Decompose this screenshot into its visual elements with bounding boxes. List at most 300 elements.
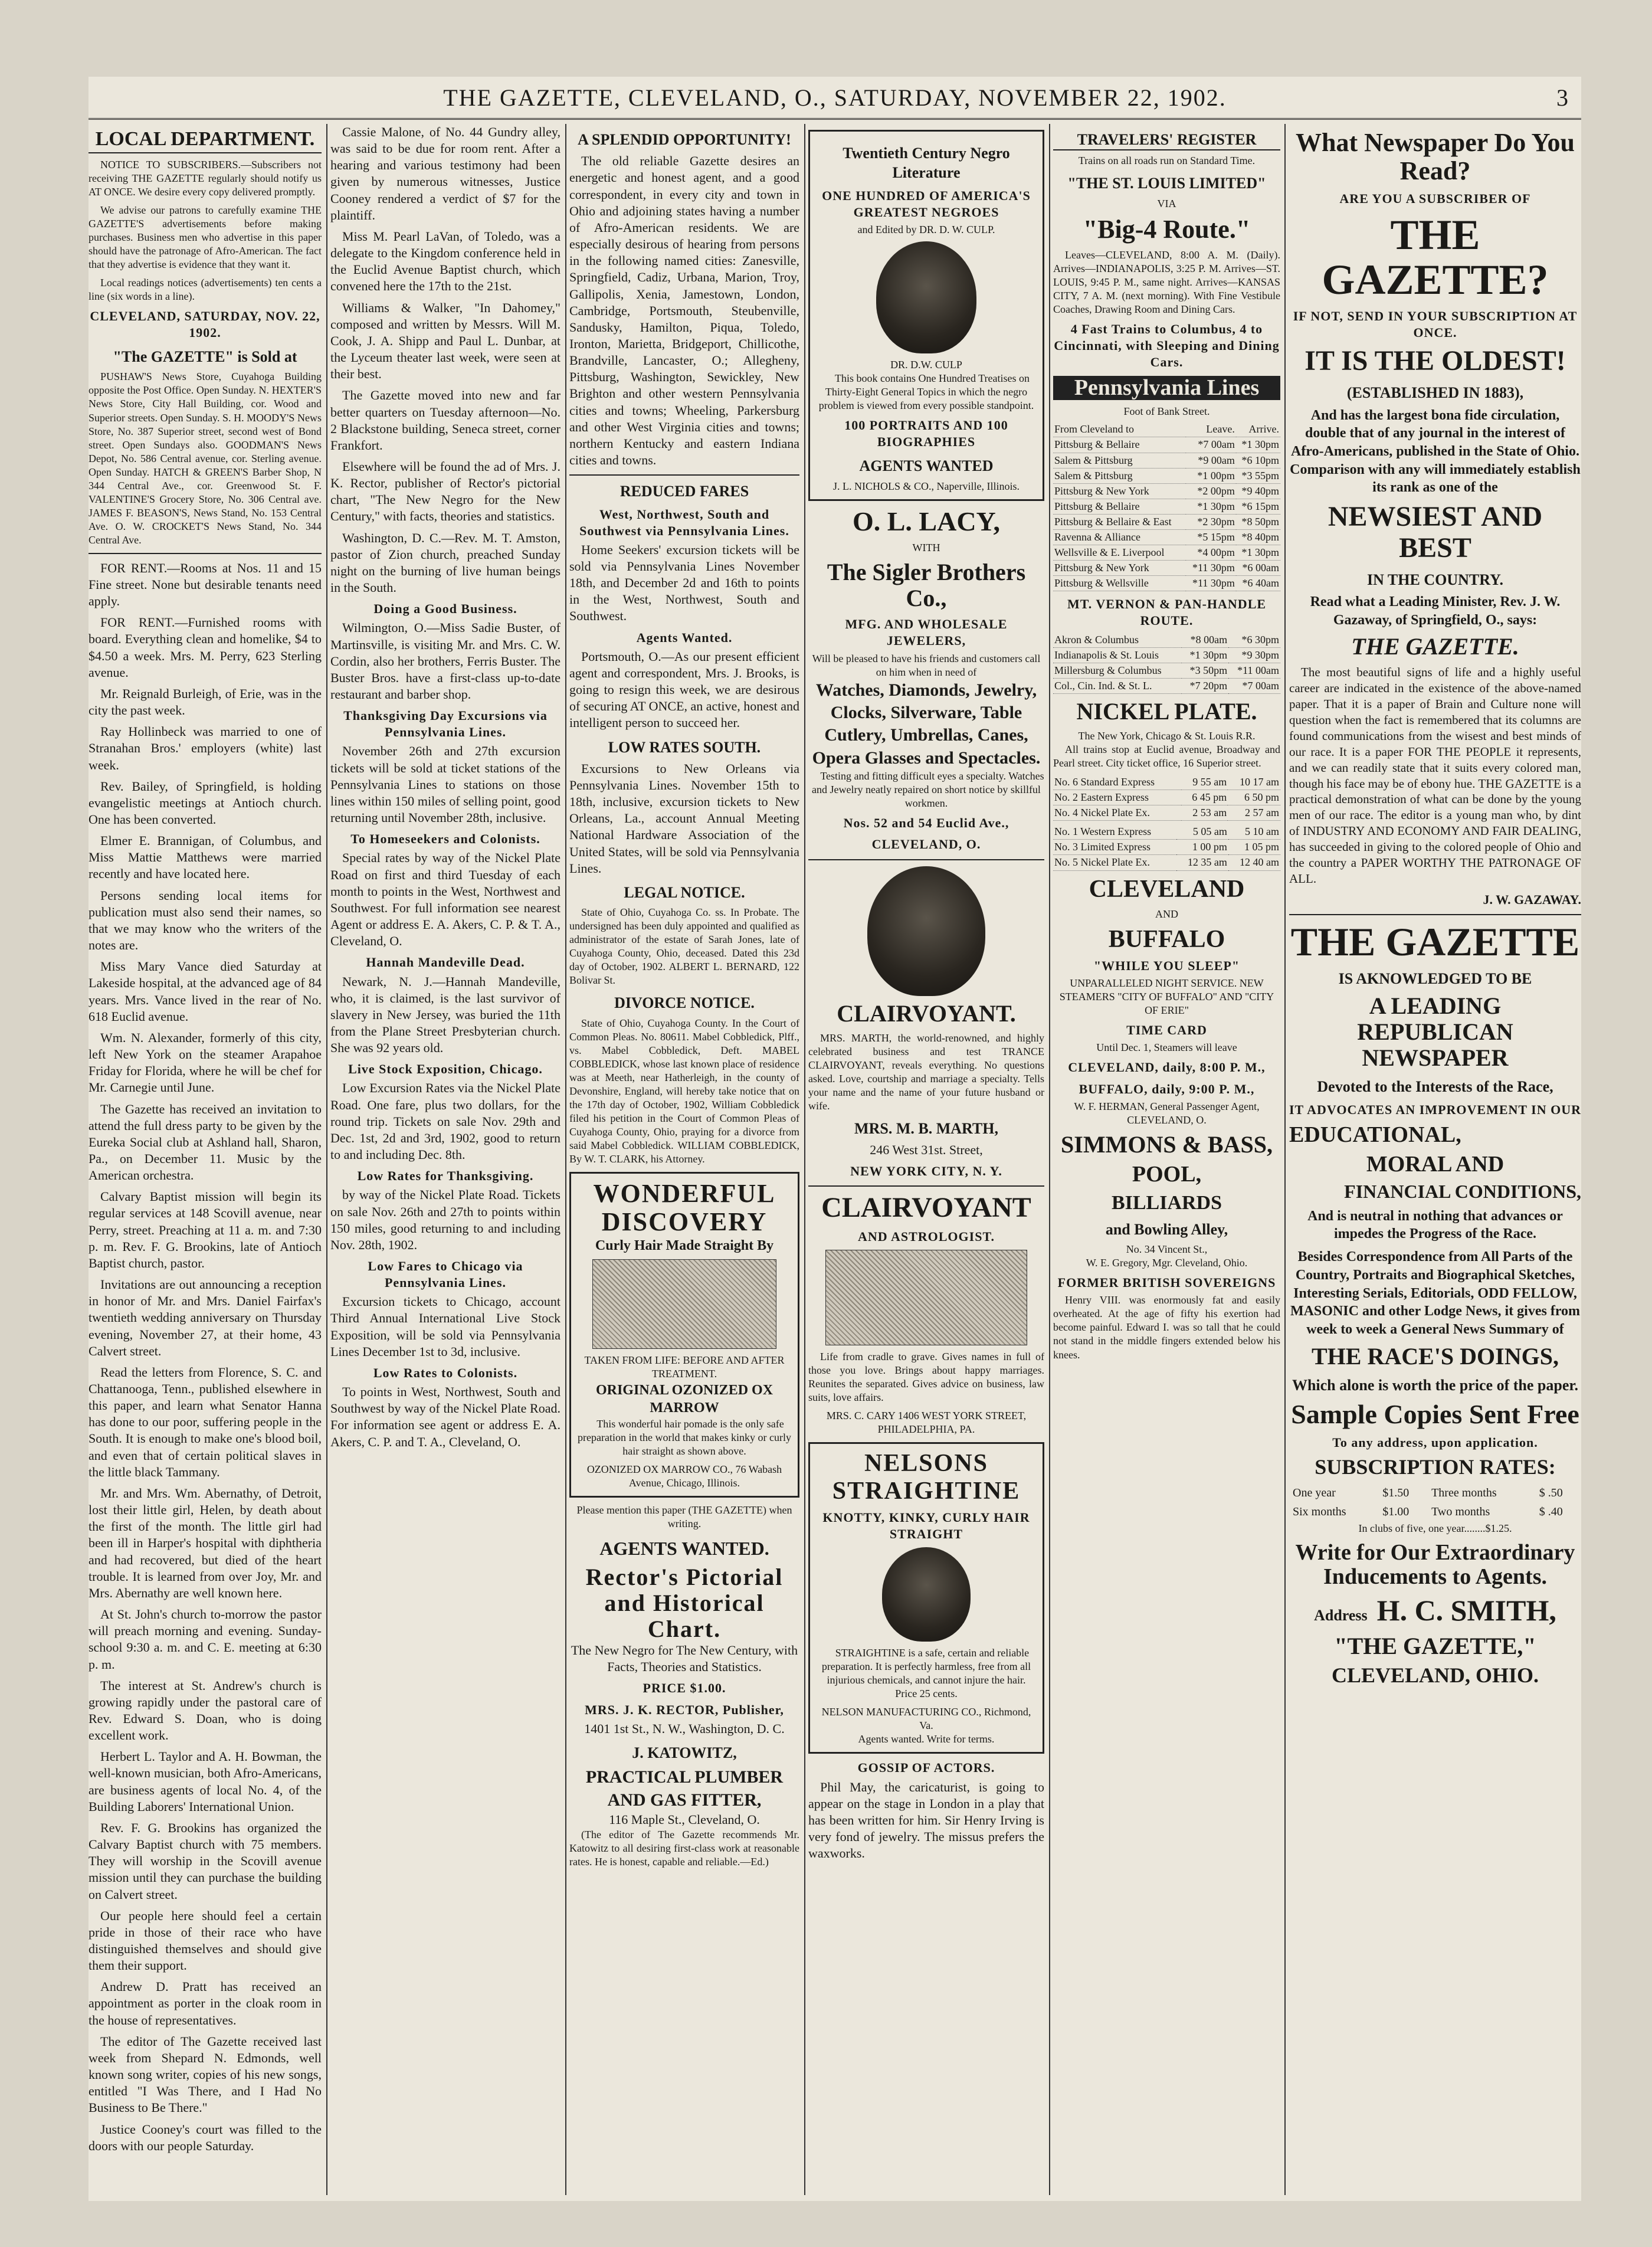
column-notices [569, 124, 799, 2195]
arrive-cell: *6 10pm [1236, 453, 1280, 468]
timetable-row [1053, 790, 1280, 805]
ad-address: OZONIZED OX MARROW CO., 76 Wabash Avenue, Chicago, Illinois. [586, 1463, 782, 1489]
divider [1289, 914, 1581, 915]
arrive-cell: *9 30pm [1228, 648, 1280, 663]
route-cell: No. 3 Limited Express [1053, 840, 1176, 855]
ad-bio-line: 100 PORTRAITS AND 100 BIOGRAPHIES [844, 418, 1008, 450]
cb-and: AND [1155, 908, 1178, 920]
simmons-bass-manager: W. E. Gregory, Mgr. Cleveland, Ohio. [1086, 1257, 1248, 1269]
rates-clubs: In clubs of five, one year........$1.25. [1358, 1522, 1512, 1535]
local-item: The editor of The Gazette received last week from Shepard N. Edmonds, well known song writer, copies of his new songs, entitled "I Was There, and I Had No Business to Be There." [88, 2033, 322, 2115]
arrive-cell: *7 00am [1228, 679, 1280, 694]
local-item: Mr. and Mrs. Wm. Abernathy, of Detroit, lost their little girl, Helen, by death about the first of the month. The little girl had been ill in Harper's hospital with diphtheria and had recovered, but died of the heart trouble. It is learned from over Joy, Mr. and Mrs. Abernathy are well known here. [88, 1485, 322, 1600]
arrive-cell: *1 30pm [1236, 545, 1280, 560]
straightine-agents: Agents wanted. Write for terms. [858, 1733, 995, 1745]
depart-cell: 5 10 am [1228, 824, 1280, 840]
lacy-company: The Sigler Brothers Co., [827, 559, 1026, 612]
straightine-ad [808, 1442, 1044, 1754]
route-cell: Wellsville & E. Liverpool [1053, 545, 1186, 560]
local-item: Herbert L. Taylor and A. H. Bowman, the well-known musician, both Afro-Americans, are business agents of local No. 4, of the Building Laborers' International Union. [88, 1749, 322, 1814]
column-rule [1284, 124, 1286, 2195]
route-cell: Pittsburg & New York [1053, 483, 1186, 499]
local-item: Elmer E. Brannigan, of Columbus, and Miss Mattie Matthews were married recently and have located here. [88, 833, 322, 882]
reduced-fares-heading: REDUCED FARES [620, 483, 749, 500]
arrive-cell: *6 40am [1236, 575, 1280, 591]
news-item: Low Excursion Rates via the Nickel Plate Road. One fare, plus two dollars, for the round trip. Tickets on sale Nov. 29th and Dec. 1st, 2d and 3rd, 1902, good to return to and including Dec. 8th. [330, 1080, 560, 1162]
promo-worth: Which alone is worth the price of the paper. [1292, 1376, 1579, 1394]
column-rule [804, 124, 805, 2195]
astrologist-title: CLAIRVOYANT [821, 1192, 1031, 1224]
depart-cell: 2 57 am [1228, 805, 1280, 821]
astrologist-subtitle: AND ASTROLOGIST. [858, 1229, 995, 1244]
arrive-cell: 6 45 pm [1181, 790, 1228, 805]
leave-cell: *2 30pm [1186, 514, 1235, 529]
department-heading: LOCAL DEPARTMENT. [88, 126, 322, 153]
simmons-bass-bowling: and Bowling Alley, [1105, 1220, 1228, 1238]
news-item: Cassie Malone, of No. 44 Gundry alley, was said to be due for room rent. After a hearing and various testimony had been given by numerous witnesses, Justice Cooney rendered a verdict of $7 for the plaintiff. [330, 125, 560, 222]
timetable-row [1053, 529, 1280, 545]
page-number: 3 [1556, 84, 1569, 111]
big4-route: "Big-4 Route." [1083, 214, 1251, 244]
simmons-bass-pool: POOL, [1132, 1161, 1202, 1187]
route-cell: No. 5 Nickel Plate Ex. [1053, 855, 1176, 870]
timetable-row [1053, 483, 1280, 499]
promo-doings: THE RACE'S DOINGS, [1312, 1342, 1559, 1370]
news-item: To points in West, Northwest, South and Southwest by way of the Nickel Plate Road. For information see agent or address E. A. Akers, C. P. and T. A., Cleveland, O. [330, 1384, 560, 1449]
lacy-goods: Watches, Diamonds, Jewelry, Clocks, Silverware, Table Cutlery, Umbrellas, Canes, Opera Glasses and Spectacles. [812, 680, 1041, 768]
rector-chart-title: Rector's Pictorial and Historical Chart. [585, 1564, 784, 1643]
before-after-illustration [592, 1259, 776, 1349]
local-notice-text: Local readings notices (advertisements) ten cents a line (six words in a line). [88, 276, 322, 302]
sovereigns-text: Henry VIII. was enormously fat and easily overheated. At the age of fifty his exertion had become painful. Edward I. was so tall that he could not stand in the middle fingers extended below his knees. [1053, 1294, 1280, 1361]
cb-time-card: TIME CARD [1126, 1023, 1207, 1038]
promo-sample: Sample Copies Sent Free [1291, 1398, 1579, 1429]
divorce-notice-text: State of Ohio, Cuyahoga County. In the Court of Common Pleas. No. 80611. Mabel Cobbledick, Plff., vs. Mabel Cobbledick, Deft. MABEL COBBLEDICK, whose last known place of residence was at Meeth, near Hatherleigh, in the county of Devonshire, England, will hereby take notice that on the 17th day of October, 1902, William Cobbledick filed his petition in the Court of Common Pleas of Cuyahoga County, Ohio, praying for a divorce from said Mabel Cobbledick. WILLIAM COBBLEDICK, By W. T. CLARK, his Attorney. [569, 1017, 799, 1165]
st-louis-schedule: Leaves—CLEVELAND, 8:00 A. M. (Daily). Arrives—INDIANAPOLIS, 3:25 P. M. Arrives—ST. LOUIS, 9:45 P. M., same night. Arrives—KANSAS CITY, 7 A. M. (next morning). With Fine Vestibule Coaches, Drawing Room and Dining Cars. [1053, 248, 1280, 316]
local-item: Rev. F. G. Brookins has organized the Calvary Baptist church with 75 members. They will worship in the Scovill avenue mission until they can purchase the building on Calvert street. [88, 1820, 322, 1902]
rates-row [1290, 1485, 1580, 1502]
local-item: Read the letters from Florence, S. C. and Chattanooga, Tenn., published elsewhere in this paper, and learn what Senator Hanna has done to our poor, suffering people in the South. It is enough to make one's blood boil, and even that of certain political slaves in the little black Tammany. [88, 1364, 322, 1479]
straightine-title: NELSONS STRAIGHTINE [832, 1450, 1021, 1505]
nickel-plate-title: NICKEL PLATE. [1076, 698, 1257, 725]
cb-service: UNPARALLELED NIGHT SERVICE. NEW STEAMERS "CITY OF BUFFALO" AND "CITY OF ERIE" [1059, 977, 1274, 1017]
ad-editor: and Edited by DR. D. W. CULP. [857, 223, 995, 235]
column-gazette-promo [1289, 124, 1581, 2195]
portrait-illustration [876, 241, 976, 353]
column-advertisements [808, 124, 1044, 2195]
local-item: Wm. N. Alexander, formerly of this city, left New York on the steamer Arapahoe Friday for Florida, where he will be chef for Mr. Carnegie until June. [88, 1030, 322, 1095]
timetable-row [1053, 855, 1280, 870]
timetable-header-cell: From Cleveland to [1053, 422, 1186, 437]
route-cell: Col., Cin. Ind. & St. L. [1053, 679, 1182, 694]
straightine-portrait [882, 1547, 971, 1642]
section-heading: Doing a Good Business. [373, 601, 517, 617]
rate-price: $1.00 [1382, 1505, 1410, 1518]
clairvoyant-city: NEW YORK CITY, N. Y. [850, 1164, 1002, 1179]
cb-until: Until Dec. 1, Steamers will leave [1096, 1041, 1237, 1054]
arrive-cell: *8 50pm [1236, 514, 1280, 529]
news-item: Elsewhere will be found the ad of Mrs. J. K. Rector, publisher of Rector's pictorial chart, "The New Negro for the New Century," with facts, theories and statistics. [330, 458, 560, 524]
promo-advocates: IT ADVOCATES AN IMPROVEMENT IN OUR [1289, 1102, 1581, 1117]
astrologist-name: MRS. C. CARY 1406 WEST YORK STREET, PHILADELPHIA, PA. [826, 1410, 1027, 1436]
address-label: Address [1314, 1607, 1368, 1624]
leave-cell: *8 00am [1182, 633, 1228, 648]
promo-subquestion: ARE YOU A SUBSCRIBER OF [1339, 191, 1531, 206]
local-item: Mr. Reignald Burleigh, of Erie, was in the city the past week. [88, 686, 322, 718]
local-item: The Gazette has received an invitation to attend the full dress party to be given by the Eureka Social club at Ashland hall, Sharon, Pa., on December 11. Music by the American orchestra. [88, 1101, 322, 1183]
promo-gazette-script: THE GAZETTE. [1351, 633, 1519, 660]
timetable-row [1053, 453, 1280, 468]
simmons-bass-title: SIMMONS & BASS, [1061, 1131, 1273, 1158]
rates-heading: SUBSCRIPTION RATES: [1315, 1455, 1556, 1479]
timetable-header-cell: Leave. [1186, 422, 1235, 437]
news-item: Excursion tickets to Chicago, account Third Annual International Live Stock Exposition, will be sold via Pennsylvania Lines December 1st to 3d, inclusive. [330, 1294, 560, 1359]
local-item: FOR RENT.—Rooms at Nos. 11 and 15 Fine street. None but desirable tenants need apply. [88, 560, 322, 609]
simmons-bass-address: No. 34 Vincent St., [1126, 1243, 1208, 1256]
cb-buffalo-departure: BUFFALO, daily, 9:00 P. M., [1079, 1081, 1255, 1096]
lacy-trade: MFG. AND WHOLESALE JEWELERS, [845, 617, 1008, 648]
local-item: Invitations are out announcing a reception in honor of Mr. and Mrs. Daniel Fairfax's twentieth wedding anniversary on Thursday evening, November 27, at their home, 43 Calvert street. [88, 1277, 322, 1358]
lacy-city: CLEVELAND, O. [871, 837, 981, 852]
opportunity-text: The old reliable Gazette desires an energetic and honest agent, and a good correspondent, in every city and town in Ohio and adjoining states having a number of Afro-American residents. We are especially desirous of hearing from persons in the following named cities: Zanesville, Springfield, Cadiz, Urbana, Marion, Troy, Gallipolis, Xenia, Jamestown, London, Cambridge, Portsmouth, Steubenville, Sandusky, Hamilton, Piqua, Toledo, Ironton, Marietta, Bridgeport, Chillicothe, Brandville, Lancaster, O.; Allegheny, Pittsburg, Washington, Sewickley, New Brighton and other western Pennsylvania cities and towns; Wheeling, Parkersburg and other West Virginia cities and towns; northern Kentucky and eastern Indiana cities and towns. [569, 153, 799, 468]
rate-price: $ .50 [1539, 1486, 1563, 1500]
mt-vernon-timetable [1053, 633, 1280, 694]
depart-cell: 10 17 am [1228, 775, 1280, 790]
leave-cell: *11 30pm [1186, 575, 1235, 591]
clairvoyant-name: MRS. M. B. MARTH, [854, 1119, 998, 1137]
depart-cell: 12 40 am [1228, 855, 1280, 870]
st-louis-via: VIA [1157, 197, 1176, 209]
rector-chart-price: PRICE $1.00. [643, 1681, 726, 1696]
arrive-cell: *3 55pm [1236, 468, 1280, 483]
promo-paper-name: "THE GAZETTE," [1334, 1633, 1536, 1660]
cb-cleveland-departure: CLEVELAND, daily, 8:00 P. M., [1068, 1060, 1266, 1075]
local-item: Our people here should feel a certain pride in those of their race who have distinguished themselves and should give them their support. [88, 1908, 322, 1973]
ad-agents: AGENTS WANTED [859, 457, 994, 475]
route-cell: Pittsburg & Bellaire & East [1053, 514, 1186, 529]
promo-devoted: Devoted to the Interests of the Race, [1317, 1078, 1553, 1096]
cincinnati-heading: 4 Fast Trains to Columbus, 4 to Cincinnati, with Sleeping and Dining Cars. [1054, 322, 1280, 370]
cleveland-buffalo-ad [1053, 876, 1280, 1127]
rate-term: Six months [1293, 1505, 1346, 1518]
timetable-row [1053, 560, 1280, 575]
portrait-caption: DR. D.W. CULP [890, 358, 962, 371]
rector-address: 1401 1st St., N. W., Washington, D. C. [584, 1721, 785, 1736]
arrive-cell: *6 00am [1236, 560, 1280, 575]
mt-vernon-heading: MT. VERNON & PAN-HANDLE ROUTE. [1067, 596, 1267, 628]
news-item: Newark, N. J.—Hannah Mandeville, who, it is claimed, is the last survivor of slavery in New Jersey, was buried the 11th from the Plane Street Presbyterian church. She was 92 years old. [330, 974, 560, 1056]
leave-cell: *5 15pm [1186, 529, 1235, 545]
local-item: The interest at St. Andrew's church is growing rapidly under the pastoral care of Rev. Edward S. Doan, who is doing excellent work. [88, 1678, 322, 1743]
timetable-row [1053, 545, 1280, 560]
rates-table [1289, 1483, 1581, 1522]
column-travel [1053, 124, 1280, 2195]
promo-educational: EDUCATIONAL, [1289, 1122, 1461, 1147]
masthead-title: THE GAZETTE, CLEVELAND, O., SATURDAY, NOVEMBER 22, 1902. [443, 84, 1227, 111]
pennsylvania-timetable [1053, 422, 1280, 591]
timetable-row [1053, 663, 1280, 679]
astrologist-body: Life from cradle to grave. Gives names in full of those you love. Brings about happy marriages. Reunites the separated. Gives advice on business, law suits, love affairs. [808, 1351, 1044, 1404]
leave-cell: *3 50pm [1182, 663, 1228, 679]
arrive-cell: *6 30pm [1228, 633, 1280, 648]
leave-cell: *1 30pm [1186, 499, 1235, 514]
promo-any-address: To any address, upon application. [1332, 1434, 1538, 1450]
legal-notice-heading: LEGAL NOTICE. [624, 883, 745, 901]
clairvoyant-body: MRS. MARTH, the world-renowned, and highly celebrated business and test TRANCE CLAIRVOYANT, reveals everything. No questions asked. Love, courtship and marriage a specialty. Tells your name and the name of your future husband or wife. [808, 1031, 1044, 1112]
rate-term: One year [1293, 1486, 1336, 1500]
column-news-2 [330, 124, 560, 2195]
timetable-row [1053, 648, 1280, 663]
local-item: Rev. Bailey, of Springfield, is holding evangelistic meetings at Antioch church. One has been converted. [88, 778, 322, 827]
route-cell: Indianapolis & St. Louis [1053, 648, 1182, 663]
local-item: Andrew D. Pratt has received an appointment as porter in the cloak room in the house of representatives. [88, 1979, 322, 2027]
promo-write: Write for Our Extraordinary Inducements to Agents. [1295, 1540, 1575, 1590]
timetable-row [1053, 805, 1280, 821]
promo-testimonial: The most beautiful signs of life and a highly useful career are indicated in the existence of the above-named paper. That it is a paper of Brain and Culture none will question when the fact is remembered that its columns are found communications from the wisest and best minds of our race. It is a paper FOR THE PEOPLE it represents, and we can readily state that it suits every colored man, though his face may be of ebony hue. THE GAZETTE is a practical demonstration of what can be done by the young men of our race. The editor is a young man who, by dint of INDUSTRY AND ECONOMY AND FAIR DEALING, has succeeded in giving to the colored people of Ohio and the country a PAPER WORTHY THE PATRONAGE OF ALL. [1289, 665, 1581, 886]
section-heading: Low Rates for Thanksgiving. [357, 1168, 534, 1184]
local-item: Calvary Baptist mission will begin its regular services at 148 Scovill avenue, near Perry, street. Preaching at 11 a. m. and 7:30 p. m. Rev. F. G. Brookins, late of Antioch Baptist church, pastor. [88, 1189, 322, 1270]
katowitz-address: 116 Maple St., Cleveland, O. [609, 1812, 760, 1827]
agents-wanted-text: Portsmouth, O.—As our present efficient agent and correspondent, Mrs. J. Brooks, is going to resign this week, we are desirous of securing AT ONCE, an active, honest and intelligent person to succeed her. [569, 648, 799, 731]
straightine-address: NELSON MANUFACTURING CO., Richmond, Va. [821, 1706, 1031, 1732]
route-cell: Ravenna & Alliance [1053, 529, 1186, 545]
pennsylvania-lines-title: Pennsylvania Lines [1053, 376, 1280, 401]
negro-literature-ad [808, 130, 1044, 501]
lacy-name: O. L. LACY, [852, 506, 1001, 536]
rector-chart-body: The New Negro for The New Century, with Facts, Theories and Statistics. [571, 1643, 798, 1675]
local-item: Persons sending local items for publication must also send their names, so that we may know who the writers of the notes are. [88, 887, 322, 953]
promo-address-line [1289, 1594, 1581, 1629]
ad-header: Twentieth Century Negro Literature [843, 145, 1010, 182]
gossip-text: Phil May, the caricaturist, is going to appear on the stage in London in a play that has been written for him. Sir Henry Irving is very fond of jewelry. The missus prefers the waxworks. [808, 1779, 1044, 1861]
arrive-cell: *8 40pm [1236, 529, 1280, 545]
rate-term: Three months [1431, 1486, 1497, 1500]
leave-cell: *1 00pm [1186, 468, 1235, 483]
rates-row [1290, 1504, 1580, 1521]
low-rates-south-text: Excursions to New Orleans via Pennsylvania Lines. November 15th to 18th, inclusive, excursion tickets to New Orleans, La., account Annual Meeting National Hardware Association of the United States, will be sold via Pennsylvania Lines. [569, 761, 799, 876]
timetable-row [1053, 437, 1280, 453]
section-heading: To Homeseekers and Colonists. [350, 831, 540, 847]
route-cell: Pittsburg & Bellaire [1053, 437, 1186, 453]
low-rates-south-heading: LOW RATES SOUTH. [608, 738, 761, 756]
route-cell: Pittsburg & Bellaire [1053, 499, 1186, 514]
katowitz-note: (The editor of The Gazette recommends Mr. Katowitz to all desiring first-class work at reasonable rates. He is honest, capable and reliable.—Ed.) [569, 1829, 799, 1868]
promo-signature: J. W. GAZAWAY. [1483, 892, 1581, 907]
ad-subheader: ONE HUNDRED OF AMERICA'S GREATEST NEGROES [822, 188, 1031, 220]
promo-largest: And has the largest bona fide circulation, double that of any journal in the interest of Afro-Americans, published in the State of Ohio. Comparison with any will immediately establish its rank as one of the [1290, 407, 1581, 496]
arrive-cell: *6 15pm [1236, 499, 1280, 514]
ad-body: This wonderful hair pomade is the only safe preparation in the world that makes kinky or curly hair straight as shown above. [578, 1417, 791, 1457]
arrive-cell: *1 30pm [1236, 437, 1280, 453]
timetable-row [1053, 840, 1280, 855]
news-item: Miss M. Pearl LaVan, of Toledo, was a delegate to the Kingdom conference held in the Euclid Avenue Baptist church, which convened here the 17th to the 21st. [330, 228, 560, 294]
ad-note: Please mention this paper (THE GAZETTE) when writing. [576, 1504, 792, 1530]
ad-headline: WONDERFUL DISCOVERY [593, 1178, 776, 1237]
lacy-pleased: Will be pleased to have his friends and customers call on him when in need of [812, 652, 1041, 678]
rector-publisher: MRS. J. K. RECTOR, Publisher, [585, 1702, 784, 1717]
timetable-row [1053, 575, 1280, 591]
advise-text: We advise our patrons to carefully examine THE GAZETTE'S advertisements before making purchases. Business men who advertise in this paper should have the patronage of Afro-American. The fact that they advertise is evidence that they want it. [88, 204, 322, 270]
opportunity-heading: A SPLENDID OPPORTUNITY! [578, 131, 791, 148]
ad-caption: TAKEN FROM LIFE: BEFORE AND AFTER TREATMENT. [584, 1354, 785, 1380]
promo-read-what: Read what a Leading Minister, Rev. J. W. Gazaway, of Springfield, O., says: [1310, 594, 1561, 628]
legal-notice-text: State of Ohio, Cuyahoga Co. ss. In Probate. The undersigned has been duly appointed and qualified as administrator of the estate of Sarah Jones, late of Cuyahoga County, Ohio, deceased. Dated this 23d day of October, 1902. ALBERT L. BERNARD, 122 Bolivar St. [569, 906, 799, 987]
divorce-notice-heading: DIVORCE NOTICE. [614, 994, 755, 1012]
route-cell: No. 4 Nickel Plate Ex. [1053, 805, 1181, 821]
depart-cell: 6 50 pm [1228, 790, 1280, 805]
promo-moral: MORAL AND [1366, 1151, 1504, 1177]
promo-oldest: IT IS THE OLDEST! [1304, 345, 1566, 377]
ad-subheadline: Curly Hair Made Straight By [595, 1237, 774, 1253]
local-item: At St. John's church to-morrow the pastor will preach morning and evening. Sunday-school 9:30 a. m. and C. E. meeting at 6:30 p. m. [88, 1607, 322, 1672]
st-louis-limited: "THE ST. LOUIS LIMITED" [1067, 175, 1266, 192]
column-rule [565, 124, 566, 2195]
timetable-row [1053, 824, 1280, 840]
route-cell: Pittsburg & New York [1053, 560, 1186, 575]
timetable-row [1053, 679, 1280, 694]
promo-question: What Newspaper Do You Read? [1295, 128, 1575, 186]
promo-neutral: And is neutral in nothing that advances or impedes the Progress of the Race. [1307, 1208, 1563, 1242]
pennsylvania-lines-subtitle: Foot of Bank Street. [1123, 405, 1210, 418]
timetable-header [1053, 422, 1280, 437]
route-cell: Salem & Pittsburg [1053, 468, 1186, 483]
promo-in-country: IN THE COUNTRY. [1367, 571, 1503, 588]
promo-financial: FINANCIAL CONDITIONS, [1344, 1181, 1581, 1203]
news-item: Wilmington, O.—Miss Sadie Buster, of Martinsville, is visiting Mr. and Mrs. C. W. Cordin, also her brothers, Ferris Buster. The Buster Bros. have a first-class up-to-date restaurant and barber shop. [330, 620, 560, 702]
news-item: by way of the Nickel Plate Road. Tickets on sale Nov. 26th and 27th to points within 150 miles, good returning to and including Nov. 28th, 1902. [330, 1187, 560, 1252]
promo-leading: A LEADING REPUBLICAN NEWSPAPER [1357, 993, 1513, 1072]
nickel-plate-subtitle: The New York, Chicago & St. Louis R.R. [1078, 730, 1256, 742]
cb-buffalo: BUFFALO [1108, 925, 1225, 953]
sold-at-list: PUSHAW'S News Store, Cuyahoga Building opposite the Post Office. Open Sunday. N. HEXTER'S News Store, City Hall Building, cor. Wood and Superior streets. Open Sunday. S. H. MOODY'S News Store, No. 387 Superior street, second west of Bond street. Open Sundays also. GOODMAN'S News Depot, No. 586 Central avenue, cor. Sterling avenue. Open Sunday. HATCH & GREEN'S Barber Shop, N 344 Central Ave., cor. Greenwood St. F. VALENTINE'S Grocery Store, No. 306 Central ave. JAMES F. BEASON'S, News Stand, No. 153 Central Ave. O. W. CROCKET'S News Stand, No. 344 Central Ave. [88, 371, 322, 546]
column-rule [1049, 124, 1050, 2195]
nickel-plate-eastbound [1053, 775, 1280, 821]
leave-cell: *7 20pm [1182, 679, 1228, 694]
route-cell: Pittsburg & Wellsville [1053, 575, 1186, 591]
rate-price: $ .40 [1539, 1505, 1563, 1518]
masthead [88, 77, 1581, 120]
clairvoyant-portrait [867, 866, 985, 996]
news-item: November 26th and 27th excursion tickets will be sold at ticket stations of the Pennsylvania Lines to stations on those lines within 150 miles of selling point, good returning until November 28th, inclusive. [330, 743, 560, 826]
promo-smith: H. C. SMITH, [1376, 1594, 1556, 1627]
local-item: FOR RENT.—Furnished rooms with board. Everything clean and homelike, $4 to $4.50 a week. Mrs. M. Perry, 623 Sterling avenue. [88, 615, 322, 680]
straightine-subtitle: KNOTTY, KINKY, CURLY HAIR STRAIGHT [822, 1509, 1030, 1542]
ad-body: This book contains One Hundred Treatises on Thirty-Eight General Topics in which the negro problem is viewed from every possible standpoint. [818, 372, 1034, 411]
route-cell: No. 6 Standard Express [1053, 775, 1181, 790]
leave-cell: *9 00am [1186, 453, 1235, 468]
route-cell: Salem & Pittsburg [1053, 453, 1186, 468]
timetable-row [1053, 633, 1280, 648]
leave-cell: *2 00pm [1186, 483, 1235, 499]
lacy-address: Nos. 52 and 54 Euclid Ave., [843, 815, 1009, 831]
local-item: Ray Hollinbeck was married to one of Stranahan Bros.' employers (white) last week. [88, 724, 322, 772]
divider [808, 1185, 1044, 1187]
simmons-bass-billiards: BILLIARDS [1111, 1191, 1222, 1214]
astrologist-illustration [825, 1250, 1027, 1345]
divider [808, 859, 1044, 860]
column-local-department [88, 124, 322, 2195]
rate-price: $1.50 [1382, 1486, 1410, 1500]
news-item: Special rates by way of the Nickel Plate Road on first and third Tuesday of each month to points in the West, Northwest and Southwest. For full information see nearest Agent or address E. A. Akers, C. P. & T. A., Cleveland, O. [330, 850, 560, 949]
cb-cleveland: CLEVELAND [1089, 875, 1245, 903]
agents-wanted-heading: Agents Wanted. [636, 630, 733, 645]
section-heading: Thanksgiving Day Excursions via Pennsylvania Lines. [343, 708, 548, 740]
arrive-cell: 5 05 am [1176, 824, 1228, 840]
rate-term: Two months [1431, 1505, 1490, 1518]
nickel-plate-body: All trains stop at Euclid avenue, Broadway and Pearl street. City ticket office, 16 Superior street. [1053, 743, 1280, 769]
section-heading: Low Rates to Colonists. [373, 1365, 518, 1380]
straightine-body: STRAIGHTINE is a safe, certain and reliable preparation. It is perfectly harmless, free from all injurious chemicals, and cannot injure the hair. Price 25 cents. [821, 1647, 1031, 1700]
arrive-cell: *9 40pm [1236, 483, 1280, 499]
leave-cell: *11 30pm [1186, 560, 1235, 575]
arrive-cell: 12 35 am [1176, 855, 1228, 870]
route-cell: No. 1 Western Express [1053, 824, 1176, 840]
notice-text: NOTICE TO SUBSCRIBERS.—Subscribers not receiving THE GAZETTE regularly should notify us AT ONCE. We desire every copy delivered promptly. [88, 158, 322, 198]
promo-acknowledged: IS AKNOWLEDGED TO BE [1338, 970, 1532, 988]
section-heading: Hannah Mandeville Dead. [366, 955, 525, 970]
local-item: Justice Cooney's court was filled to the doors with our people Saturday. [88, 2121, 322, 2153]
local-item: Miss Mary Vance died Saturday at Lakeside hospital, at the advanced age of 84 years. Mrs. Vance lived in the rear of No. 618 Euclid avenue. [88, 959, 322, 1024]
timetable-row [1053, 514, 1280, 529]
promo-established: (ESTABLISHED IN 1883), [1346, 384, 1524, 402]
divider [569, 474, 799, 476]
ad-publisher: J. L. NICHOLS & CO., Naperville, Illinois. [833, 480, 1020, 492]
divider [88, 553, 322, 554]
katowitz-trade: PRACTICAL PLUMBER AND GAS FITTER, [585, 1767, 784, 1810]
news-item: Washington, D. C.—Rev. M. T. Amston, pastor of Zion church, preached Sunday night on the burning of live human beings in the South. [330, 530, 560, 595]
news-item: Williams & Walker, "In Dahomey," composed and written by Messrs. Will M. Cook, J. A. Shipp and Paul L. Dunbar, at the Lyceum theater last week, were seen at their best. [330, 300, 560, 382]
promo-besides: Besides Correspondence from All Parts of the Country, Portraits and Biographical Sketches, Interesting Serials, Editorials, ODD FELLOW, MASONIC and other Lodge News, it gives from week to week a General News Summary of [1290, 1249, 1581, 1337]
arrive-cell: 1 00 pm [1176, 840, 1228, 855]
news-item: The Gazette moved into new and far better quarters on Tuesday afternoon—No. 2 Blackstone building, Seneca street, corner Frankfort. [330, 388, 560, 453]
dateline: CLEVELAND, SATURDAY, NOV. 22, 1902. [90, 308, 320, 340]
arrive-cell: *11 00am [1228, 663, 1280, 679]
column-rule [326, 124, 327, 2195]
promo-the-gazette: THE GAZETTE [1290, 919, 1580, 964]
promo-if-not: IF NOT, SEND IN YOUR SUBSCRIPTION AT ONCE. [1293, 309, 1578, 340]
newspaper-page [88, 77, 1581, 2201]
arrive-cell: 2 53 am [1181, 805, 1228, 821]
route-cell: No. 2 Eastern Express [1053, 790, 1181, 805]
nickel-plate-westbound [1053, 824, 1280, 870]
promo-newsiest: NEWSIEST AND BEST [1328, 501, 1543, 564]
section-heading: Live Stock Exposition, Chicago. [348, 1062, 543, 1077]
cb-agent: W. F. HERMAN, General Passenger Agent, CLEVELAND, O. [1074, 1100, 1260, 1126]
gossip-heading: GOSSIP OF ACTORS. [857, 1760, 995, 1776]
sovereigns-heading: FORMER BRITISH SOVEREIGNS [1057, 1275, 1276, 1290]
sold-at-heading: "The GAZETTE" is Sold at [113, 348, 297, 366]
timetable-row [1053, 775, 1280, 790]
reduced-fares-text: Home Seekers' excursion tickets will be sold via Pennsylvania Lines November 18th, and December 2d and 16th to points in the West, Northwest, South and Southwest. [569, 542, 799, 624]
katowitz-name: J. KATOWITZ, [632, 1744, 737, 1761]
cb-tagline: "WHILE YOU SLEEP" [1093, 958, 1240, 973]
route-cell: Millersburg & Columbus [1053, 663, 1182, 679]
promo-title: THE GAZETTE? [1322, 211, 1549, 303]
timetable-row [1053, 499, 1280, 514]
leave-cell: *4 00pm [1186, 545, 1235, 560]
promo-city: CLEVELAND, OHIO. [1331, 1663, 1539, 1688]
lacy-testing: Testing and fitting difficult eyes a specialty. Watches and Jewelry neatly repaired on short notice by skillful workmen. [812, 770, 1044, 810]
route-cell: Akron & Columbus [1053, 633, 1182, 648]
timetable-header-cell: Arrive. [1236, 422, 1280, 437]
leave-cell: *7 00am [1186, 437, 1235, 453]
travelers-subheading: Trains on all roads run on Standard Time. [1078, 155, 1256, 167]
arrive-cell: 9 55 am [1181, 775, 1228, 790]
depart-cell: 1 05 pm [1228, 840, 1280, 855]
agents-wanted-banner: AGENTS WANTED. [599, 1538, 769, 1560]
lacy-ad [808, 507, 1044, 853]
travelers-register-heading: TRAVELERS' REGISTER [1053, 130, 1280, 150]
